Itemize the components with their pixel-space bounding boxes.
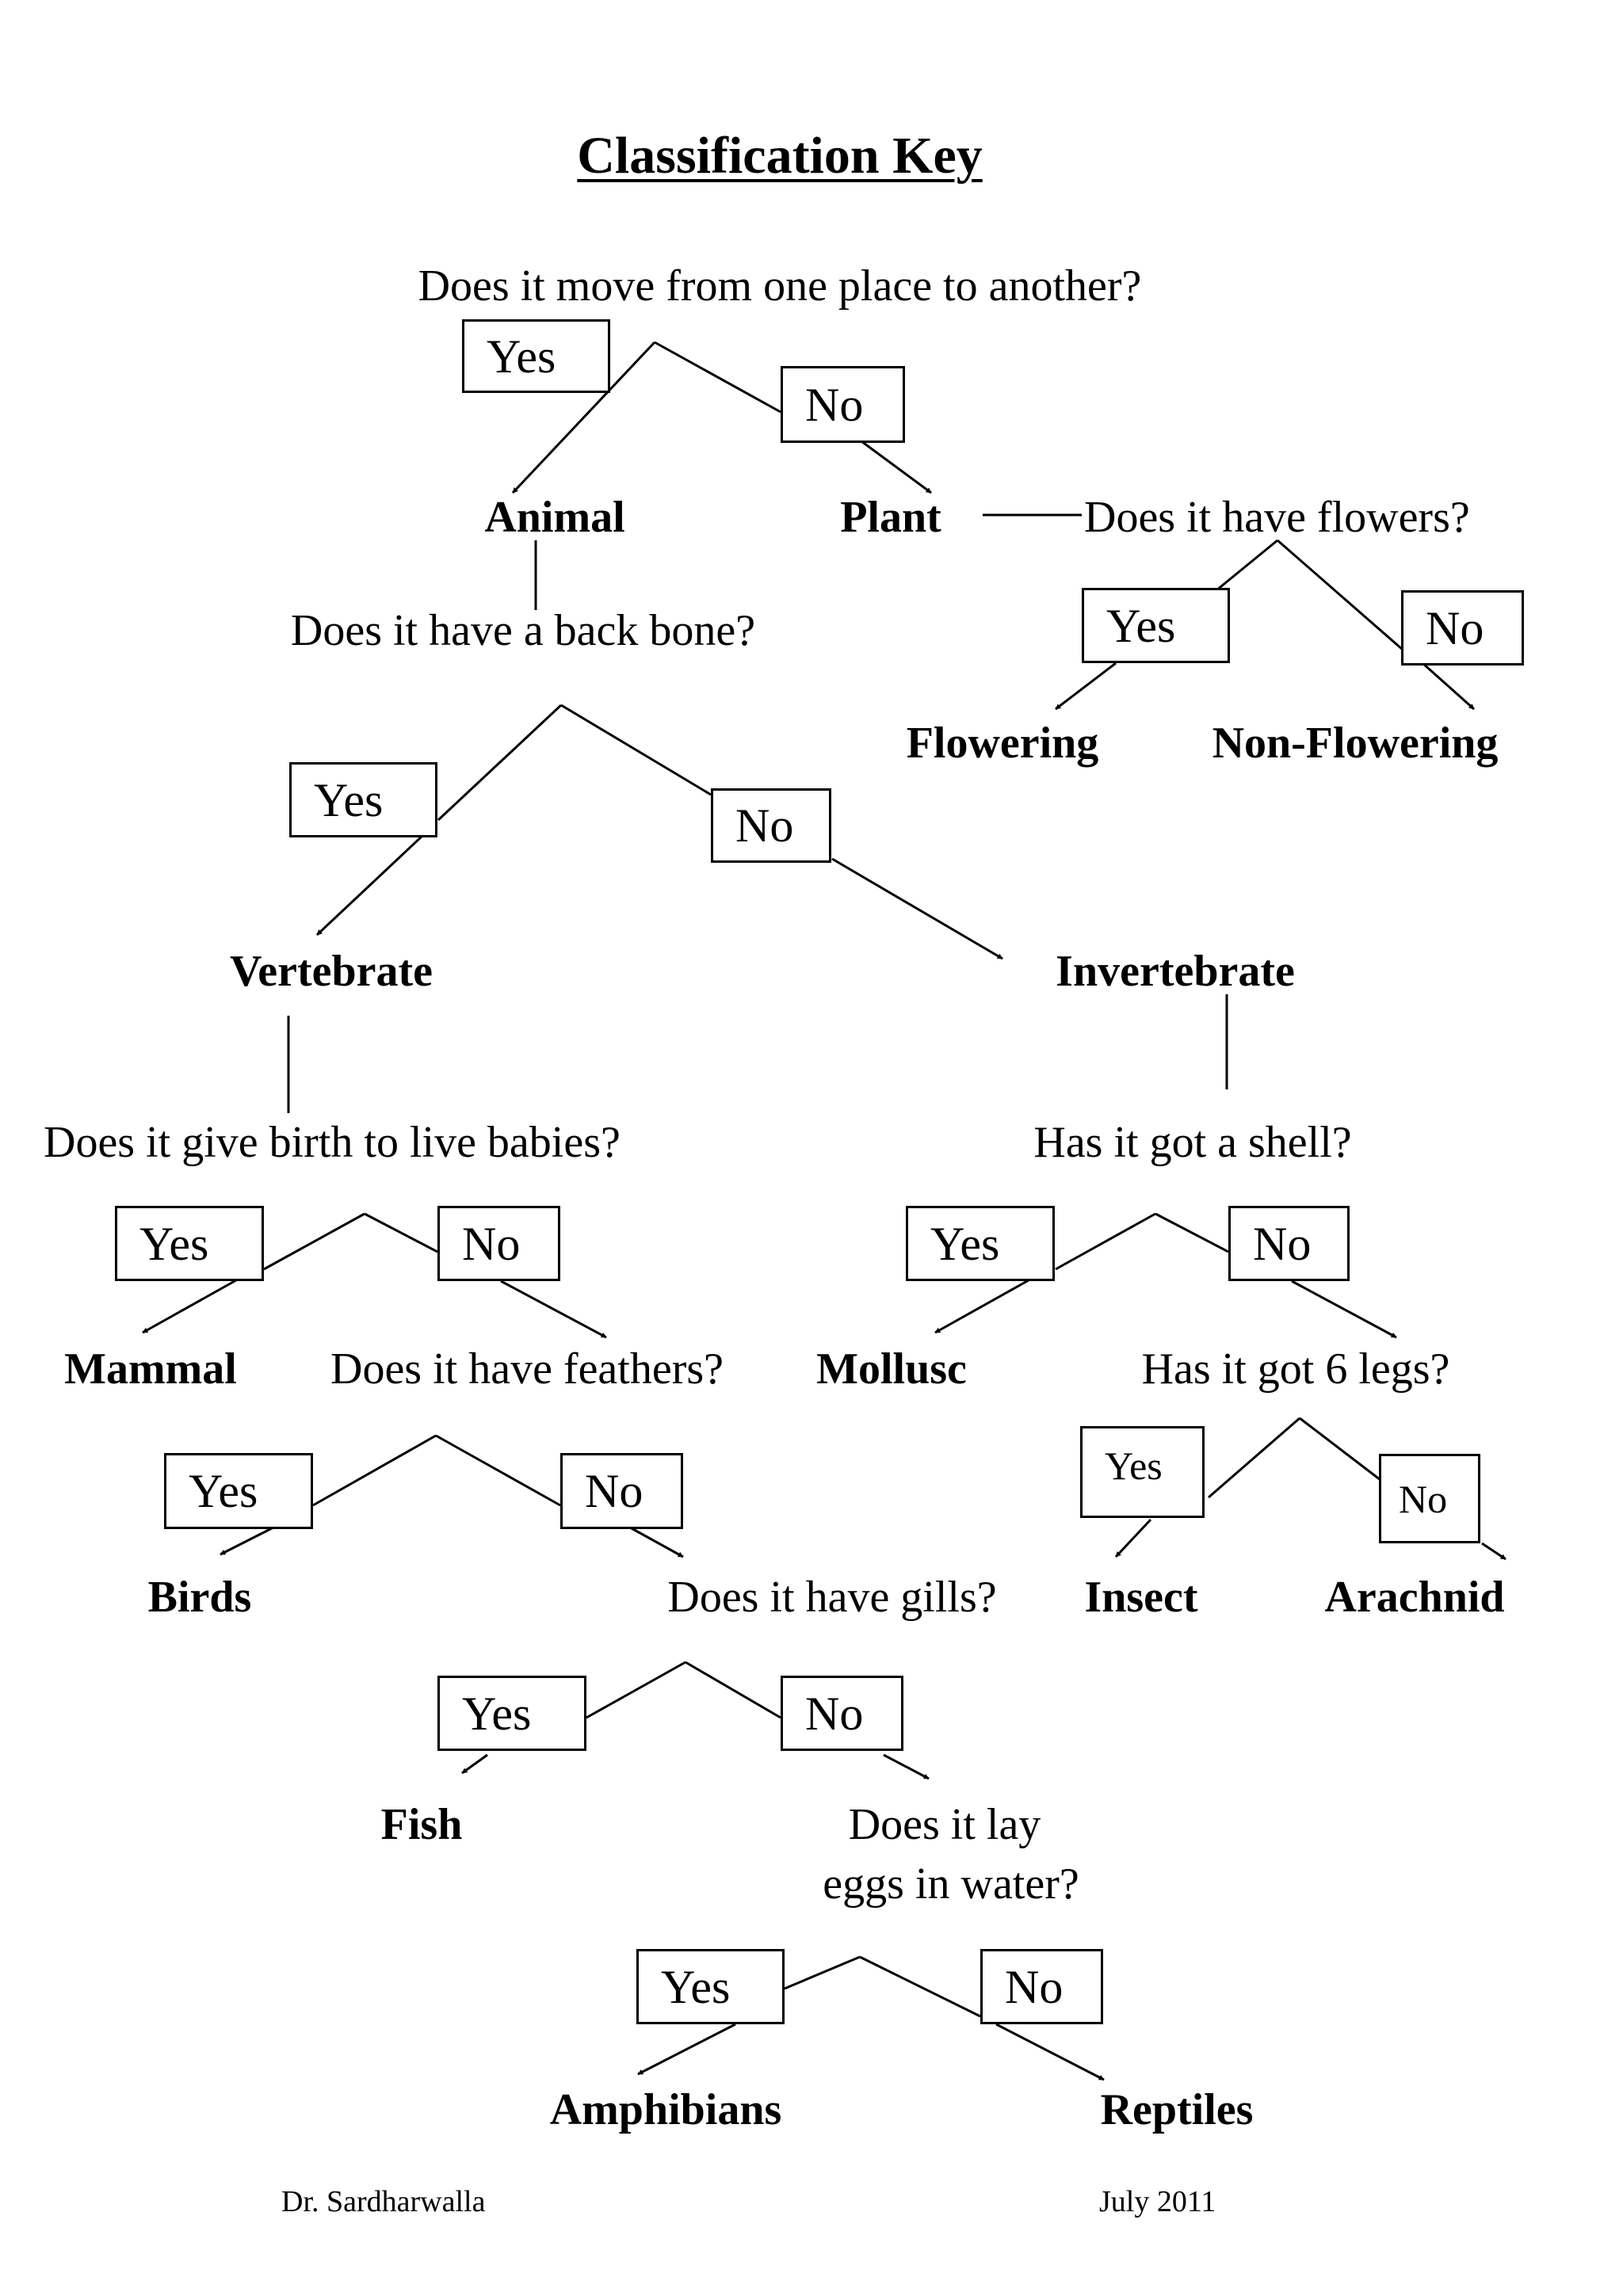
- page-title: Classification Key: [577, 127, 983, 185]
- group-flowering: Flowering: [906, 719, 1099, 768]
- question-eggs-line1: Does it lay: [848, 1800, 1041, 1849]
- group-mollusc: Mollusc: [816, 1344, 967, 1394]
- answer-box-no: No: [437, 1206, 560, 1281]
- question-shell: Has it got a shell?: [1033, 1118, 1352, 1167]
- question-eggs-line2: eggs in water?: [823, 1859, 1079, 1909]
- question-moves: Does it move from one place to another?: [418, 261, 1142, 311]
- answer-box-no: No: [1401, 590, 1524, 666]
- group-invertebrate: Invertebrate: [1056, 947, 1295, 996]
- question-gills: Does it have gills?: [667, 1573, 997, 1622]
- group-birds: Birds: [147, 1573, 252, 1622]
- answer-box-yes: Yes: [1080, 1426, 1205, 1518]
- answer-box-yes: Yes: [1082, 588, 1230, 663]
- group-plant: Plant: [840, 493, 941, 542]
- answer-box-yes: Yes: [437, 1676, 586, 1751]
- answer-box-yes: Yes: [462, 319, 610, 393]
- answer-box-no: No: [980, 1949, 1103, 2024]
- group-mammal: Mammal: [64, 1344, 237, 1394]
- group-arachnid: Arachnid: [1324, 1573, 1505, 1622]
- answer-box-no: No: [1379, 1454, 1480, 1543]
- answer-box-yes: Yes: [906, 1206, 1055, 1281]
- group-animal: Animal: [484, 493, 625, 542]
- answer-box-no: No: [711, 788, 831, 863]
- footer-author: Dr. Sardharwalla: [281, 2185, 486, 2218]
- answer-box-no: No: [781, 366, 905, 443]
- answer-box-no: No: [1228, 1206, 1350, 1281]
- question-six-legs: Has it got 6 legs?: [1141, 1344, 1450, 1394]
- group-fish: Fish: [380, 1800, 463, 1849]
- group-insect: Insect: [1084, 1573, 1198, 1622]
- answer-box-yes: Yes: [636, 1949, 785, 2024]
- group-non-flowering: Non-Flowering: [1212, 719, 1499, 768]
- answer-box-yes: Yes: [115, 1206, 264, 1281]
- answer-box-yes: Yes: [164, 1453, 313, 1529]
- answer-box-no: No: [781, 1676, 903, 1751]
- answer-box-yes: Yes: [289, 762, 437, 837]
- question-backbone: Does it have a back bone?: [290, 606, 756, 655]
- group-amphibians: Amphibians: [549, 2085, 782, 2134]
- question-feathers: Does it have feathers?: [330, 1344, 724, 1394]
- question-flowers: Does it have flowers?: [1084, 493, 1470, 542]
- footer-date: July 2011: [1099, 2185, 1216, 2218]
- group-vertebrate: Vertebrate: [229, 947, 433, 996]
- question-live-babies: Does it give birth to live babies?: [44, 1118, 621, 1167]
- group-reptiles: Reptiles: [1100, 2085, 1254, 2134]
- answer-box-no: No: [560, 1453, 683, 1529]
